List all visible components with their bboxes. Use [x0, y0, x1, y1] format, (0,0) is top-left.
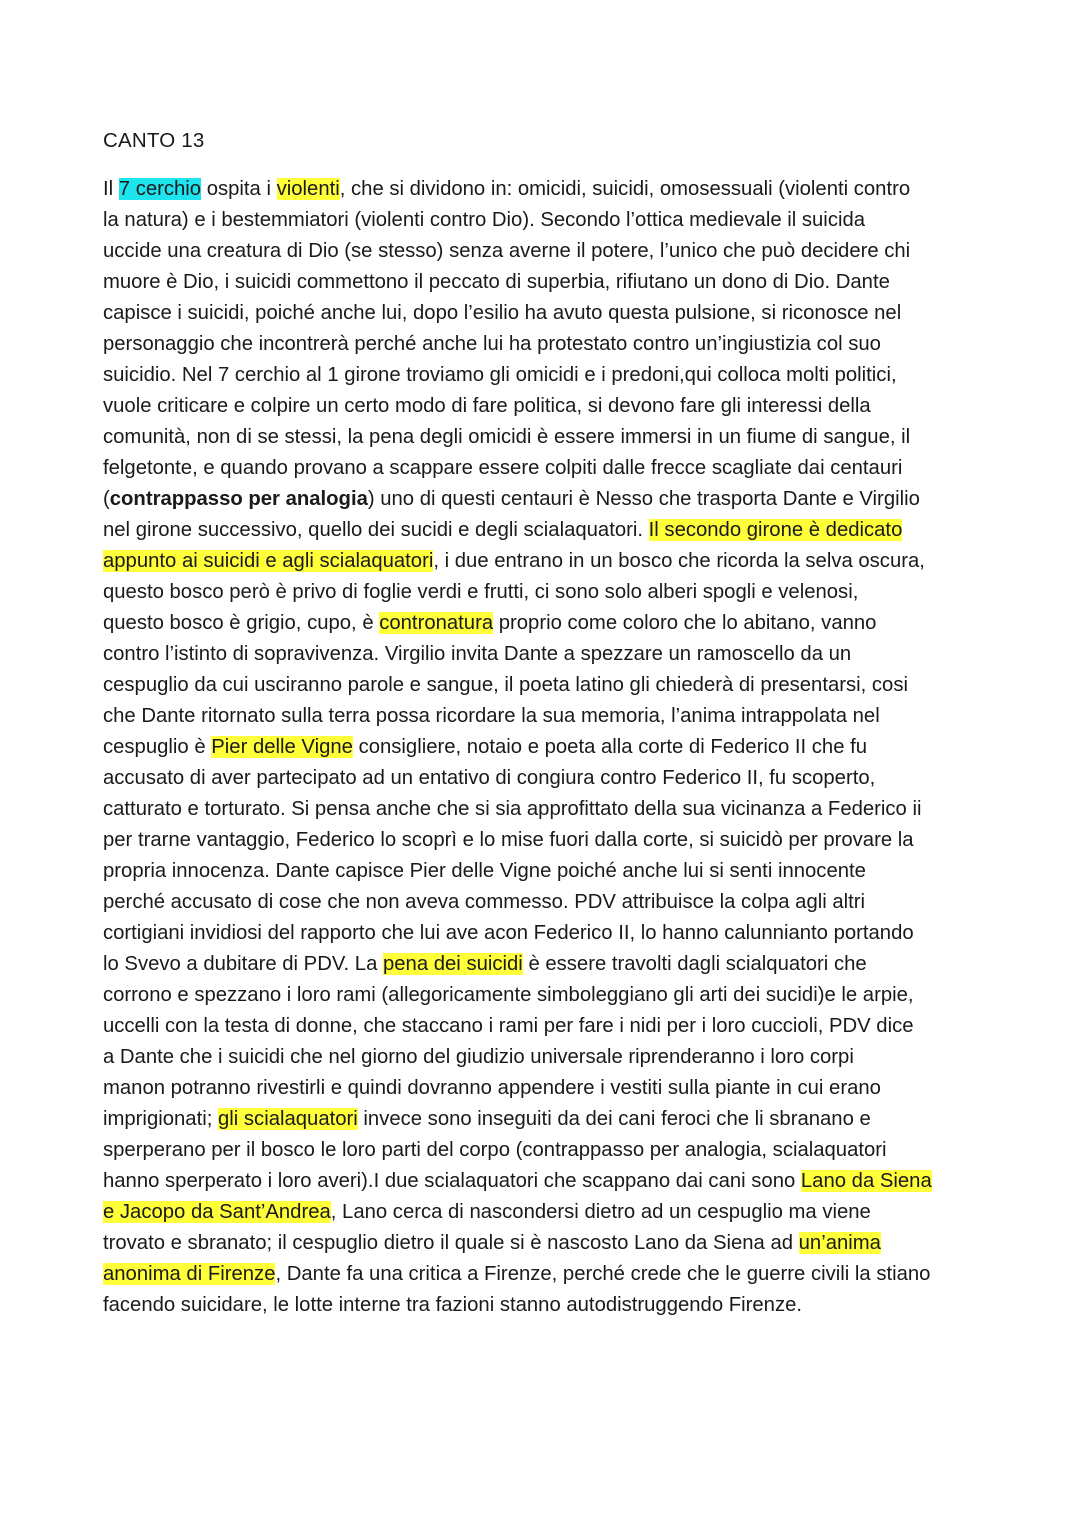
text-segment: proprio come coloro che lo abitano, vanno	[493, 612, 877, 634]
text-segment: imprigionati;	[103, 1108, 218, 1130]
text-line	[103, 1011, 978, 1042]
text-line	[103, 360, 978, 391]
text-segment: perché accusato di cose che non aveva commesso. PDV attribuisce la colpa agli altri	[103, 891, 866, 913]
text-line	[103, 453, 978, 484]
text-line	[103, 732, 978, 763]
text-segment: muore è Dio, i suicidi commettono il peccato di superbia, rifiutano un dono di Dio. Dante	[103, 271, 890, 293]
text-segment: (	[103, 488, 110, 510]
text-line	[103, 701, 978, 732]
text-line	[103, 1135, 978, 1166]
text-segment: catturato e torturato. Si pensa anche che si sia approfittato della sua vicinanza a Federico ii	[103, 798, 922, 820]
text-line	[103, 484, 978, 515]
text-line	[103, 1104, 978, 1135]
highlighted-text: appunto ai suicidi e agli scialaquatori	[103, 550, 434, 572]
text-line	[103, 577, 978, 608]
highlighted-text: Lano da Siena	[800, 1170, 932, 1192]
text-line	[103, 298, 978, 329]
text-segment: che Dante ritornato sulla terra possa ricordare la sua memoria, l’anima intrappolata nel	[103, 705, 880, 727]
text-segment: , che si dividono in: omicidi, suicidi, omosessuali (violenti contro	[339, 178, 911, 200]
highlighted-text: contronatura	[379, 612, 494, 634]
highlighted-text: Pier delle Vigne	[211, 736, 353, 758]
text-segment: trovato e sbranato; il cespuglio dietro il quale si è nascosto Lano da Siena ad	[103, 1232, 799, 1254]
text-line	[103, 174, 978, 205]
bold-text: contrappasso per analogia	[109, 488, 368, 510]
text-segment: , i due entrano in un bosco che ricorda la selva oscura,	[433, 550, 925, 572]
text-segment: per trarne vantaggio, Federico lo scoprì e lo mise fuori dalla corte, si suicidò per provare la	[103, 829, 914, 851]
text-segment: a Dante che i suicidi che nel giorno del giudizio universale riprenderanno i loro corpi	[103, 1046, 854, 1068]
text-segment: vuole criticare e colpire un certo modo di fare politica, si devono fare gli interessi della	[103, 395, 871, 417]
text-segment: invece sono inseguiti da dei cani feroci che li sbranano e	[357, 1108, 871, 1130]
text-segment: nel girone successivo, quello dei sucidi e degli scialaquatori.	[103, 519, 649, 541]
text-segment: questo bosco è grigio, cupo, è	[103, 612, 380, 634]
text-segment: manon potranno rivestirli e quindi dovranno appendere i vestiti sulla piante in cui erano	[103, 1077, 881, 1099]
text-segment: , Lano cerca di nascondersi dietro ad un cespuglio ma viene	[330, 1201, 871, 1223]
highlighted-text: gli scialaquatori	[217, 1108, 358, 1130]
text-segment: propria innocenza. Dante capisce Pier delle Vigne poiché anche lui si senti innocente	[103, 860, 866, 882]
text-segment: capisce i suicidi, poiché anche lui, dopo l’esilio ha avuto questa pulsione, si riconosce nel	[103, 302, 902, 324]
text-segment: cespuglio da cui usciranno parole e sangue, il poeta latino gli chiederà di presentarsi, cosi	[103, 674, 908, 696]
text-segment: accusato di aver partecipato ad un entativo di congiura contro Federico II, fu scoperto,	[103, 767, 876, 789]
text-segment: facendo suicidare, le lotte interne tra fazioni stanno autodistruggendo Firenze.	[103, 1294, 803, 1316]
text-line	[103, 236, 978, 267]
text-line	[103, 856, 978, 887]
highlighted-text: Il secondo girone è dedicato	[648, 519, 903, 541]
text-line	[103, 763, 978, 794]
text-line	[103, 422, 978, 453]
text-segment: sperperano per il bosco le loro parti del corpo (contrappasso per analogia, scialaquatori	[103, 1139, 887, 1161]
highlighted-text: pena dei suicidi	[383, 953, 523, 975]
text-line	[103, 267, 978, 298]
text-segment: corrono e spezzano i loro rami (allegoricamente simboleggiano gli arti dei sucidi)e le arpie,	[103, 984, 914, 1006]
text-line	[103, 205, 978, 236]
text-segment: hanno sperperato i loro averi).I due scialaquatori che scappano dai cani sono	[103, 1170, 801, 1192]
text-line	[103, 794, 978, 825]
text-line	[103, 918, 978, 949]
text-segment: cortigiani invidiosi del rapporto che lui ave acon Federico II, lo hanno calunnianto portando	[103, 922, 914, 944]
text-segment: felgetonte, e quando provano a scappare essere colpiti dalle frecce scagliate dai centauri	[103, 457, 903, 479]
text-segment: consigliere, notaio e poeta alla corte di Federico II che fu	[352, 736, 868, 758]
text-line	[103, 1042, 978, 1073]
text-segment: la natura) e i bestemmiatori (violenti contro Dio). Secondo l’ottica medievale il suicida	[103, 209, 866, 231]
text-segment: , Dante fa una critica a Firenze, perché crede che le guerre civili la stiano	[275, 1263, 931, 1285]
text-line	[103, 887, 978, 918]
text-segment: personaggio che incontrerà perché anche lui ha protestato contro un’ingiustizia col suo	[103, 333, 881, 355]
text-line	[103, 608, 978, 639]
text-line	[103, 1290, 978, 1321]
text-line	[103, 670, 978, 701]
text-segment: contro l’istinto di sopravivenza. Virgilio invita Dante a spezzare un ramoscello da un	[103, 643, 852, 665]
highlighted-text: 7 cerchio	[118, 178, 202, 200]
text-line	[103, 1197, 978, 1228]
text-line	[103, 546, 978, 577]
page-title: CANTO 13	[103, 129, 205, 152]
text-line	[103, 949, 978, 980]
text-segment: uccelli con la testa di donne, che staccano i rami per fare i nidi per i loro cuccioli, PDV dice	[103, 1015, 914, 1037]
highlighted-text: anonima di Firenze	[103, 1263, 276, 1285]
text-segment: cespuglio è	[103, 736, 212, 758]
text-line	[103, 515, 978, 546]
text-segment: ospita i	[201, 178, 277, 200]
text-segment: uccide una creatura di Dio (se stesso) senza averne il potere, l’unico che può decidere chi	[103, 240, 911, 262]
highlighted-text: un’anima	[798, 1232, 881, 1254]
text-line	[103, 825, 978, 856]
text-line	[103, 1259, 978, 1290]
highlighted-text: violenti	[276, 178, 340, 200]
text-line	[103, 1228, 978, 1259]
text-segment: suicidio. Nel 7 cerchio al 1 girone troviamo gli omicidi e i predoni,qui colloca molti politici,	[103, 364, 897, 386]
text-line	[103, 391, 978, 422]
text-segment: comunità, non di se stessi, la pena degli omicidi è essere immersi in un fiume di sangue, il	[103, 426, 911, 448]
text-segment: lo Svevo a dubitare di PDV. La	[103, 953, 383, 975]
text-line	[103, 980, 978, 1011]
body-paragraph	[103, 174, 978, 1321]
text-segment: è essere travolti dagli scialquatori che	[522, 953, 867, 975]
text-segment: questo bosco però è privo di foglie verdi e frutti, ci sono solo alberi spogli e velenosi,	[103, 581, 859, 603]
text-line	[103, 1166, 978, 1197]
text-line	[103, 1073, 978, 1104]
text-segment: ) uno di questi centauri è Nesso che trasporta Dante e Virgilio	[367, 488, 920, 510]
text-line	[103, 639, 978, 670]
text-segment: Il	[103, 178, 119, 200]
highlighted-text: e Jacopo da Sant’Andrea	[103, 1201, 331, 1223]
text-line	[103, 329, 978, 360]
